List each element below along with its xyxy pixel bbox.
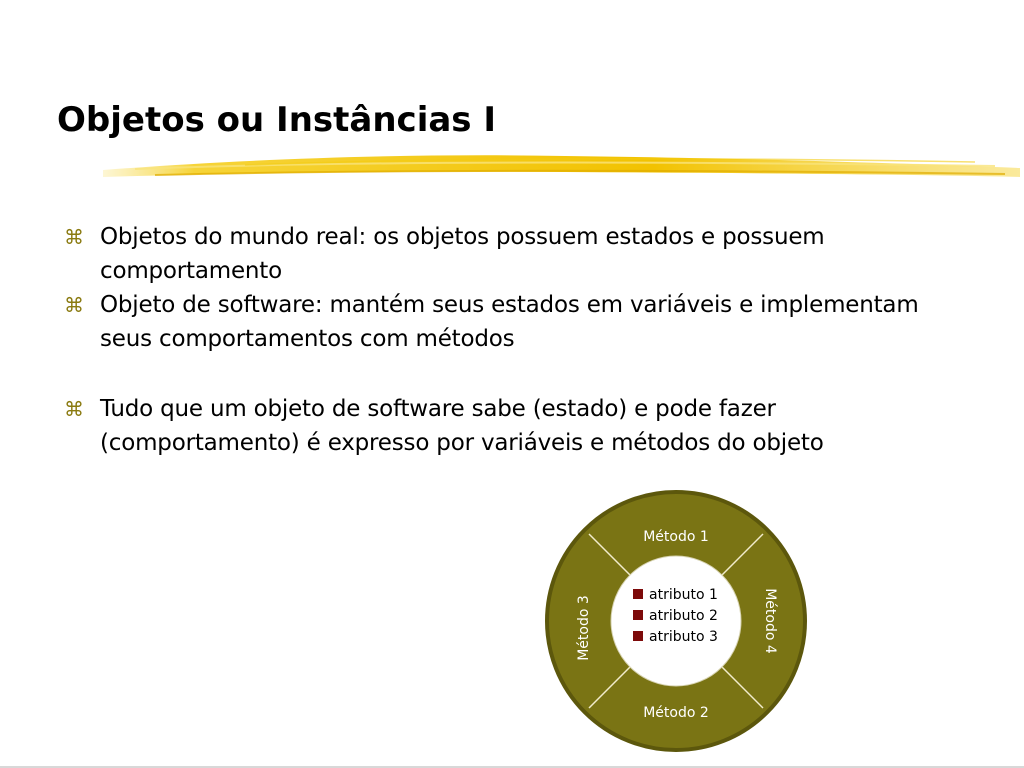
object-diagram: [542, 488, 810, 754]
bullet-text: Objetos do mundo real: os objetos possuem estados e possuem comportamento: [100, 224, 825, 284]
attribute-label: atributo 2: [649, 608, 718, 624]
bullet-list: [64, 220, 964, 460]
bullet-item: [64, 288, 964, 356]
bullet-item: [64, 392, 964, 460]
bullet-text: Tudo que um objeto de software sabe (estado) e pode fazer (comportamento) é expresso por variáveis e métodos do objeto: [100, 396, 824, 456]
command-key-icon: ⌘: [64, 397, 84, 421]
title-underline-brushstroke: [95, 146, 1024, 188]
attribute-label: atributo 1: [649, 587, 718, 603]
bullet-text: Objeto de software: mantém seus estados em variáveis e implementam seus comportamentos com métodos: [100, 292, 919, 352]
attribute-marker-icon: [633, 631, 643, 641]
attribute-label: atributo 3: [649, 629, 718, 645]
attribute-marker-icon: [633, 610, 643, 620]
attribute-marker-icon: [633, 589, 643, 599]
method-label-top: Método 1: [643, 529, 709, 545]
method-label-bottom: Método 2: [643, 705, 709, 721]
method-label-left: Método 3: [576, 595, 592, 661]
slide-title: Objetos ou Instâncias I: [57, 100, 497, 140]
method-label-right: Método 4: [762, 588, 778, 654]
bullet-item: [64, 220, 964, 288]
command-key-icon: ⌘: [64, 293, 84, 317]
command-key-icon: ⌘: [64, 225, 84, 249]
